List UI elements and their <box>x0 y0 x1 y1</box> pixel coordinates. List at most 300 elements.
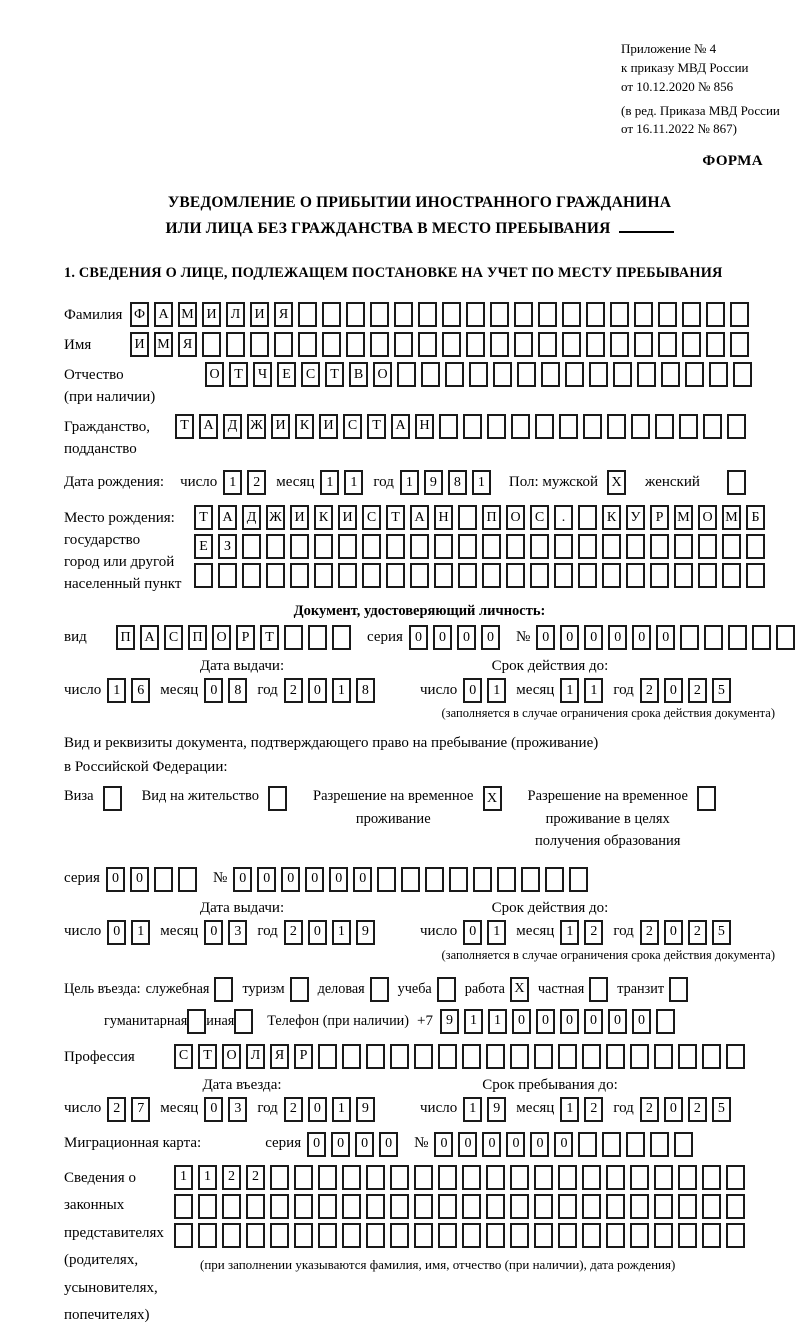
form-cell[interactable] <box>466 332 485 357</box>
form-cell[interactable]: Т <box>367 414 386 439</box>
form-cell[interactable] <box>298 332 317 357</box>
form-cell[interactable]: А <box>410 505 429 530</box>
form-cell[interactable] <box>198 1194 217 1219</box>
form-cell[interactable] <box>174 1223 193 1248</box>
form-cell[interactable]: Д <box>242 505 261 530</box>
form-cell[interactable] <box>535 414 554 439</box>
form-cell[interactable]: 0 <box>281 867 300 892</box>
given-name-cells[interactable] <box>130 332 749 357</box>
doc-issue-day-cells[interactable] <box>107 678 150 703</box>
form-cell[interactable] <box>506 534 525 559</box>
form-cell[interactable]: И <box>338 505 357 530</box>
form-cell[interactable]: 1 <box>174 1165 193 1190</box>
form-cell[interactable] <box>222 1223 241 1248</box>
form-cell[interactable]: Ж <box>247 414 266 439</box>
form-cell[interactable] <box>538 302 557 327</box>
form-cell[interactable] <box>342 1044 361 1069</box>
birth-day-cells[interactable] <box>223 470 266 495</box>
form-cell[interactable]: 0 <box>458 1132 477 1157</box>
doc-valid-day-cells[interactable] <box>463 678 506 703</box>
form-cell[interactable]: 2 <box>222 1165 241 1190</box>
form-cell[interactable]: 0 <box>664 1097 683 1122</box>
form-cell[interactable]: 0 <box>130 867 149 892</box>
form-cell[interactable]: О <box>698 505 717 530</box>
form-cell[interactable] <box>602 563 621 588</box>
purpose-option-checkbox[interactable] <box>589 977 608 1002</box>
form-cell[interactable] <box>613 362 632 387</box>
form-cell[interactable] <box>222 1194 241 1219</box>
form-cell[interactable] <box>458 563 477 588</box>
form-cell[interactable] <box>462 1194 481 1219</box>
form-cell[interactable] <box>728 625 747 650</box>
form-cell[interactable]: И <box>271 414 290 439</box>
form-cell[interactable] <box>342 1165 361 1190</box>
form-cell[interactable] <box>650 563 669 588</box>
form-cell[interactable]: 1 <box>131 920 150 945</box>
form-cell[interactable] <box>678 1223 697 1248</box>
form-cell[interactable] <box>366 1194 385 1219</box>
form-cell[interactable] <box>534 1044 553 1069</box>
form-cell[interactable]: 0 <box>355 1132 374 1157</box>
form-cell[interactable] <box>386 534 405 559</box>
representatives-cells-line3[interactable] <box>174 1223 745 1248</box>
form-cell[interactable]: 0 <box>656 625 675 650</box>
form-cell[interactable]: 1 <box>332 920 351 945</box>
birth-year-cells[interactable] <box>400 470 491 495</box>
form-cell[interactable]: П <box>116 625 135 650</box>
form-cell[interactable]: 0 <box>560 625 579 650</box>
form-cell[interactable] <box>178 867 197 892</box>
form-cell[interactable] <box>322 332 341 357</box>
form-cell[interactable] <box>366 1165 385 1190</box>
form-cell[interactable] <box>434 563 453 588</box>
residence-issue-day-cells[interactable] <box>107 920 150 945</box>
form-cell[interactable]: 1 <box>400 470 419 495</box>
form-cell[interactable]: 0 <box>433 625 452 650</box>
form-cell[interactable] <box>706 302 725 327</box>
form-cell[interactable]: И <box>250 302 269 327</box>
form-cell[interactable]: 0 <box>331 1132 350 1157</box>
form-cell[interactable] <box>394 332 413 357</box>
form-cell[interactable] <box>685 362 704 387</box>
form-cell[interactable] <box>462 1223 481 1248</box>
form-cell[interactable] <box>606 1044 625 1069</box>
form-cell[interactable]: У <box>626 505 645 530</box>
stay-year-cells[interactable] <box>640 1097 731 1122</box>
purpose-option-checkbox[interactable] <box>214 977 233 1002</box>
temp-residence-checkbox[interactable] <box>474 785 502 811</box>
form-cell[interactable] <box>682 302 701 327</box>
form-cell[interactable] <box>466 302 485 327</box>
form-cell[interactable] <box>338 563 357 588</box>
form-cell[interactable] <box>322 302 341 327</box>
form-cell[interactable] <box>654 1194 673 1219</box>
form-cell[interactable] <box>346 332 365 357</box>
form-cell[interactable]: 2 <box>584 1097 603 1122</box>
entry-month-cells[interactable] <box>204 1097 247 1122</box>
form-cell[interactable] <box>702 1044 721 1069</box>
form-cell[interactable] <box>730 332 749 357</box>
residence-issue-year-cells[interactable] <box>284 920 375 945</box>
form-cell[interactable] <box>421 362 440 387</box>
form-cell[interactable]: 0 <box>107 920 126 945</box>
form-cell[interactable] <box>607 414 626 439</box>
form-cell[interactable] <box>562 302 581 327</box>
form-cell[interactable] <box>752 625 771 650</box>
form-cell[interactable] <box>298 302 317 327</box>
form-cell[interactable]: 0 <box>664 678 683 703</box>
birth-place-cells-line2[interactable] <box>194 534 765 559</box>
form-cell[interactable] <box>554 534 573 559</box>
visa-checkbox[interactable] <box>94 785 122 811</box>
representatives-cells-line1[interactable] <box>174 1165 745 1190</box>
form-cell[interactable] <box>722 534 741 559</box>
birth-month-cells[interactable] <box>320 470 363 495</box>
birth-place-cells-line1[interactable] <box>194 505 765 530</box>
form-cell[interactable]: 0 <box>482 1132 501 1157</box>
form-cell[interactable]: Б <box>746 505 765 530</box>
form-cell[interactable] <box>506 563 525 588</box>
form-cell[interactable] <box>661 362 680 387</box>
form-cell[interactable] <box>674 534 693 559</box>
form-cell[interactable]: Ф <box>130 302 149 327</box>
form-cell[interactable]: Л <box>226 302 245 327</box>
form-cell[interactable] <box>290 563 309 588</box>
form-cell[interactable] <box>631 414 650 439</box>
form-cell[interactable]: 0 <box>257 867 276 892</box>
form-cell[interactable] <box>746 563 765 588</box>
form-cell[interactable] <box>679 414 698 439</box>
form-cell[interactable]: 0 <box>463 920 482 945</box>
form-cell[interactable] <box>578 505 597 530</box>
surname-cells[interactable] <box>130 302 749 327</box>
residence-issue-month-cells[interactable] <box>204 920 247 945</box>
form-cell[interactable]: Н <box>434 505 453 530</box>
form-cell[interactable] <box>517 362 536 387</box>
form-cell[interactable]: Т <box>260 625 279 650</box>
residence-valid-year-cells[interactable] <box>640 920 731 945</box>
form-cell[interactable]: 0 <box>308 920 327 945</box>
form-cell[interactable]: 5 <box>712 1097 731 1122</box>
form-cell[interactable]: Д <box>223 414 242 439</box>
form-cell[interactable] <box>342 1223 361 1248</box>
form-cell[interactable]: 2 <box>584 920 603 945</box>
purpose-option-checkbox[interactable] <box>437 977 456 1002</box>
form-cell[interactable] <box>366 1044 385 1069</box>
form-cell[interactable]: 8 <box>448 470 467 495</box>
form-cell[interactable] <box>463 414 482 439</box>
form-cell[interactable]: Т <box>325 362 344 387</box>
form-cell[interactable] <box>445 362 464 387</box>
form-cell[interactable] <box>722 563 741 588</box>
form-cell[interactable] <box>486 1194 505 1219</box>
form-cell[interactable]: 9 <box>440 1009 459 1034</box>
doc-number-cells[interactable] <box>536 625 795 650</box>
form-cell[interactable]: Н <box>415 414 434 439</box>
form-cell[interactable] <box>558 1194 577 1219</box>
form-cell[interactable] <box>538 332 557 357</box>
form-cell[interactable] <box>534 1194 553 1219</box>
form-cell[interactable] <box>702 1165 721 1190</box>
form-cell[interactable]: 2 <box>640 1097 659 1122</box>
form-cell[interactable] <box>702 1223 721 1248</box>
form-cell[interactable] <box>565 362 584 387</box>
form-cell[interactable] <box>610 302 629 327</box>
form-cell[interactable] <box>510 1165 529 1190</box>
form-cell[interactable] <box>602 1132 621 1157</box>
form-cell[interactable] <box>103 786 122 811</box>
form-cell[interactable]: 1 <box>472 470 491 495</box>
form-cell[interactable] <box>438 1165 457 1190</box>
form-cell[interactable]: И <box>319 414 338 439</box>
residence-valid-month-cells[interactable] <box>560 920 603 945</box>
doc-issue-year-cells[interactable] <box>284 678 375 703</box>
form-cell[interactable] <box>473 867 492 892</box>
form-cell[interactable] <box>697 786 716 811</box>
form-cell[interactable]: 5 <box>712 678 731 703</box>
form-cell[interactable] <box>370 332 389 357</box>
form-cell[interactable]: 6 <box>131 678 150 703</box>
form-cell[interactable] <box>154 867 173 892</box>
form-cell[interactable] <box>510 1044 529 1069</box>
form-cell[interactable] <box>703 414 722 439</box>
form-cell[interactable] <box>630 1223 649 1248</box>
form-cell[interactable] <box>490 302 509 327</box>
form-cell[interactable]: 9 <box>356 1097 375 1122</box>
form-cell[interactable]: 0 <box>584 625 603 650</box>
form-cell[interactable]: 0 <box>481 625 500 650</box>
form-cell[interactable] <box>558 1165 577 1190</box>
form-cell[interactable] <box>414 1044 433 1069</box>
form-cell[interactable] <box>442 332 461 357</box>
form-cell[interactable] <box>174 1194 193 1219</box>
form-cell[interactable] <box>486 1044 505 1069</box>
form-cell[interactable] <box>733 362 752 387</box>
form-cell[interactable] <box>654 1044 673 1069</box>
form-cell[interactable] <box>727 470 746 495</box>
form-cell[interactable] <box>242 563 261 588</box>
residence-valid-day-cells[interactable] <box>463 920 506 945</box>
form-cell[interactable]: 1 <box>584 678 603 703</box>
form-cell[interactable] <box>726 1194 745 1219</box>
form-cell[interactable]: С <box>343 414 362 439</box>
form-cell[interactable] <box>658 302 677 327</box>
form-cell[interactable] <box>704 625 723 650</box>
form-cell[interactable]: 3 <box>228 920 247 945</box>
form-cell[interactable]: И <box>130 332 149 357</box>
form-cell[interactable] <box>202 332 221 357</box>
form-cell[interactable] <box>630 1194 649 1219</box>
form-cell[interactable]: Е <box>277 362 296 387</box>
form-cell[interactable]: 7 <box>131 1097 150 1122</box>
form-cell[interactable]: Л <box>246 1044 265 1069</box>
form-cell[interactable]: 0 <box>608 1009 627 1034</box>
form-cell[interactable] <box>698 563 717 588</box>
birth-place-cells-line3[interactable] <box>194 563 765 588</box>
form-cell[interactable] <box>530 563 549 588</box>
form-cell[interactable]: 2 <box>688 920 707 945</box>
form-cell[interactable] <box>602 534 621 559</box>
form-cell[interactable] <box>377 867 396 892</box>
form-cell[interactable] <box>578 534 597 559</box>
form-cell[interactable] <box>654 1223 673 1248</box>
form-cell[interactable] <box>586 302 605 327</box>
form-cell[interactable]: 0 <box>204 678 223 703</box>
form-cell[interactable]: Р <box>650 505 669 530</box>
form-cell[interactable] <box>589 362 608 387</box>
form-cell[interactable]: 2 <box>284 678 303 703</box>
form-cell[interactable]: 9 <box>487 1097 506 1122</box>
form-cell[interactable] <box>486 1223 505 1248</box>
form-cell[interactable]: С <box>174 1044 193 1069</box>
form-cell[interactable]: О <box>205 362 224 387</box>
form-cell[interactable]: А <box>199 414 218 439</box>
form-cell[interactable] <box>246 1223 265 1248</box>
form-cell[interactable] <box>726 1044 745 1069</box>
purpose-option-checkbox[interactable] <box>290 977 309 1002</box>
form-cell[interactable]: П <box>482 505 501 530</box>
form-cell[interactable] <box>449 867 468 892</box>
form-cell[interactable]: К <box>314 505 333 530</box>
form-cell[interactable]: 0 <box>463 678 482 703</box>
form-cell[interactable] <box>626 534 645 559</box>
form-cell[interactable]: 1 <box>560 678 579 703</box>
form-cell[interactable]: 2 <box>688 1097 707 1122</box>
form-cell[interactable]: 1 <box>320 470 339 495</box>
form-cell[interactable]: 2 <box>247 470 266 495</box>
form-cell[interactable] <box>410 534 429 559</box>
form-cell[interactable] <box>284 625 303 650</box>
form-cell[interactable]: 3 <box>228 1097 247 1122</box>
form-cell[interactable]: 0 <box>305 867 324 892</box>
form-cell[interactable]: М <box>722 505 741 530</box>
form-cell[interactable] <box>266 563 285 588</box>
form-cell[interactable]: Т <box>386 505 405 530</box>
form-cell[interactable]: Ч <box>253 362 272 387</box>
form-cell[interactable] <box>442 302 461 327</box>
form-cell[interactable] <box>562 332 581 357</box>
form-cell[interactable] <box>438 1194 457 1219</box>
form-cell[interactable]: 8 <box>228 678 247 703</box>
form-cell[interactable] <box>394 302 413 327</box>
entry-year-cells[interactable] <box>284 1097 375 1122</box>
form-cell[interactable] <box>530 534 549 559</box>
form-cell[interactable]: 0 <box>506 1132 525 1157</box>
form-cell[interactable]: А <box>218 505 237 530</box>
form-cell[interactable] <box>510 1223 529 1248</box>
form-cell[interactable] <box>462 1165 481 1190</box>
migration-series-cells[interactable] <box>307 1132 398 1157</box>
form-cell[interactable] <box>266 534 285 559</box>
stay-month-cells[interactable] <box>560 1097 603 1122</box>
form-cell[interactable] <box>226 332 245 357</box>
form-cell[interactable]: И <box>290 505 309 530</box>
form-cell[interactable] <box>342 1194 361 1219</box>
form-cell[interactable] <box>727 414 746 439</box>
form-cell[interactable] <box>458 534 477 559</box>
form-cell[interactable] <box>246 1194 265 1219</box>
form-cell[interactable] <box>268 786 287 811</box>
form-cell[interactable]: 9 <box>424 470 443 495</box>
form-cell[interactable] <box>558 1044 577 1069</box>
form-cell[interactable]: П <box>188 625 207 650</box>
form-cell[interactable] <box>582 1194 601 1219</box>
form-cell[interactable] <box>487 414 506 439</box>
form-cell[interactable]: З <box>218 534 237 559</box>
form-cell[interactable] <box>270 1223 289 1248</box>
form-cell[interactable] <box>678 1165 697 1190</box>
form-cell[interactable] <box>198 1223 217 1248</box>
form-cell[interactable] <box>674 1132 693 1157</box>
form-cell[interactable] <box>318 1165 337 1190</box>
stay-day-cells[interactable] <box>463 1097 506 1122</box>
form-cell[interactable] <box>438 1223 457 1248</box>
form-cell[interactable]: 0 <box>608 625 627 650</box>
form-cell[interactable] <box>678 1044 697 1069</box>
form-cell[interactable]: Р <box>294 1044 313 1069</box>
form-cell[interactable] <box>709 362 728 387</box>
form-cell[interactable]: Ж <box>266 505 285 530</box>
migration-number-cells[interactable] <box>434 1132 693 1157</box>
form-cell[interactable] <box>776 625 795 650</box>
form-cell[interactable] <box>730 302 749 327</box>
form-cell[interactable]: 0 <box>307 1132 326 1157</box>
form-cell[interactable] <box>702 1194 721 1219</box>
purpose-option-checkbox[interactable] <box>187 1009 206 1034</box>
form-cell[interactable]: Т <box>175 414 194 439</box>
form-cell[interactable] <box>606 1194 625 1219</box>
form-cell[interactable] <box>390 1165 409 1190</box>
form-cell[interactable]: 0 <box>536 1009 555 1034</box>
form-cell[interactable]: 0 <box>353 867 372 892</box>
form-cell[interactable] <box>626 1132 645 1157</box>
form-cell[interactable]: 0 <box>106 867 125 892</box>
form-cell[interactable] <box>338 534 357 559</box>
form-cell[interactable]: 0 <box>233 867 252 892</box>
form-cell[interactable] <box>726 1165 745 1190</box>
form-cell[interactable]: 5 <box>712 920 731 945</box>
phone-cells[interactable] <box>440 1009 675 1034</box>
form-cell[interactable] <box>558 1223 577 1248</box>
form-cell[interactable] <box>370 302 389 327</box>
form-cell[interactable]: Я <box>178 332 197 357</box>
form-cell[interactable]: 1 <box>198 1165 217 1190</box>
temp-residence-edu-checkbox[interactable] <box>688 785 716 811</box>
form-cell[interactable] <box>626 563 645 588</box>
form-cell[interactable] <box>438 1044 457 1069</box>
form-cell[interactable] <box>658 332 677 357</box>
form-cell[interactable]: 1 <box>464 1009 483 1034</box>
residence-permit-checkbox[interactable] <box>259 785 287 811</box>
form-cell[interactable] <box>493 362 512 387</box>
purpose-option-checkbox[interactable] <box>234 1009 253 1034</box>
form-cell[interactable]: 0 <box>434 1132 453 1157</box>
form-cell[interactable] <box>362 534 381 559</box>
form-cell[interactable]: С <box>530 505 549 530</box>
form-cell[interactable] <box>218 563 237 588</box>
form-cell[interactable] <box>425 867 444 892</box>
form-cell[interactable]: 1 <box>107 678 126 703</box>
form-cell[interactable]: 2 <box>688 678 707 703</box>
form-cell[interactable]: 2 <box>246 1165 265 1190</box>
form-cell[interactable] <box>366 1223 385 1248</box>
purpose-option-checkbox[interactable]: X <box>510 977 529 1002</box>
form-cell[interactable] <box>390 1223 409 1248</box>
form-cell[interactable]: 0 <box>308 1097 327 1122</box>
form-cell[interactable]: 0 <box>632 625 651 650</box>
form-cell[interactable] <box>656 1009 675 1034</box>
form-cell[interactable] <box>294 1223 313 1248</box>
